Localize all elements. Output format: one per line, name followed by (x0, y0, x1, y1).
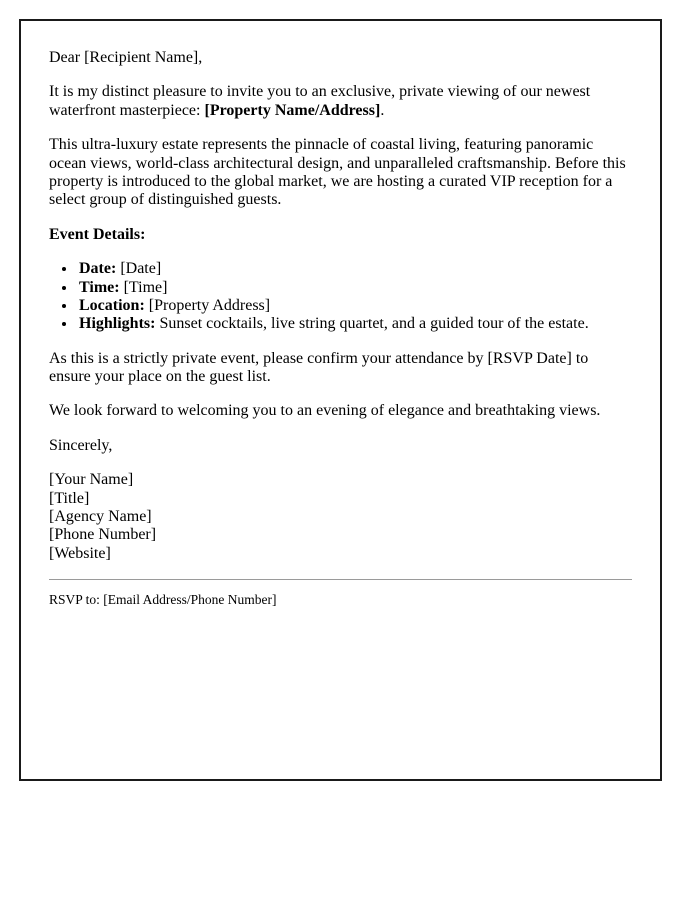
intro-text-after: . (380, 101, 385, 119)
event-item-time (77, 279, 632, 297)
description-paragraph: This ultra-luxury estate represents the pinnacle of coastal living, featuring panoramic ocean views, world-class architectural design, and unparalleled craftsmanship. Before this property is introduced to the global market, we are hosting a curated VIP reception for a select group of distinguished guests. (49, 136, 626, 209)
intro-text-before: It is my distinct pleasure to invite you to an exclusive, private viewing of our newest waterfront masterpiece: (49, 83, 591, 119)
event-details-heading: Event Details: (49, 225, 146, 243)
event-item-time-value: [Time] (119, 278, 168, 296)
signature-name: [Your Name] (49, 471, 134, 489)
event-item-location (77, 297, 632, 315)
signature-agency: [Agency Name] (49, 508, 152, 526)
event-item-date (77, 260, 632, 278)
letter-container (19, 19, 662, 781)
closing-paragraph: We look forward to welcoming you to an evening of elegance and breathtaking views. (49, 402, 601, 420)
rsvp-footer: RSVP to: [Email Address/Phone Number] (49, 592, 277, 608)
footer-divider (49, 579, 632, 580)
intro-paragraph (49, 83, 632, 120)
event-item-highlights-label: Highlights: (79, 315, 156, 333)
signature-website: [Website] (49, 544, 111, 562)
signature-title: [Title] (49, 489, 90, 507)
event-item-date-label: Date: (79, 260, 117, 278)
property-placeholder: [Property Name/Address] (204, 101, 381, 119)
event-item-location-label: Location: (79, 296, 145, 314)
signoff: Sincerely, (49, 436, 113, 454)
confirmation-paragraph: As this is a strictly private event, please confirm your attendance by [RSVP Date] to ensure your place on the guest list. (49, 349, 589, 386)
event-item-date-value: [Date] (116, 260, 162, 278)
event-item-highlights (77, 315, 632, 333)
event-item-highlights-value: Sunset cocktails, live string quartet, and a guided tour of the estate. (155, 315, 589, 333)
salutation: Dear [Recipient Name], (49, 49, 203, 66)
signature-block (49, 471, 632, 563)
signature-phone: [Phone Number] (49, 526, 157, 544)
event-item-location-value: [Property Address] (144, 296, 271, 314)
event-details-list (49, 260, 632, 334)
event-item-time-label: Time: (79, 278, 120, 296)
